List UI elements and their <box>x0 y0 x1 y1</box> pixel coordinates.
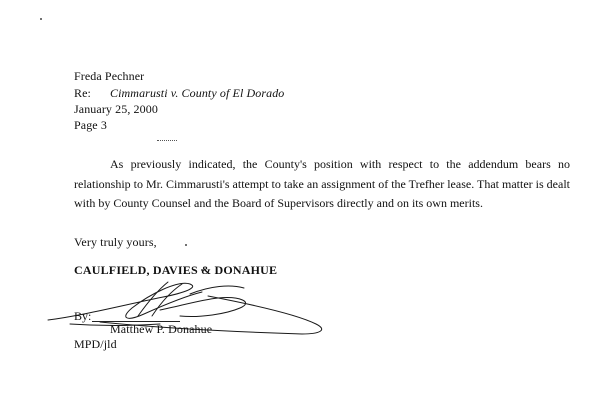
scan-dash-mark <box>157 140 177 142</box>
body-text: As previously indicated, the County's position with respect to the addendum bears no relationship to Mr. Cimmarusti's attempt to take an assignment of the Trefher lease. That matter is dealt with by County Counsel and the Board of Supervisors directly and on its own merits. <box>74 157 570 210</box>
closing: Very truly yours, <box>74 235 157 249</box>
re-subject: Cimmarusti v. County of El Dorado <box>110 86 285 100</box>
typist-initials: MPD/jld <box>74 337 117 351</box>
by-label: By: <box>74 309 92 323</box>
scan-speck <box>185 244 187 246</box>
recipient-name: Freda Pechner <box>74 69 145 83</box>
firm-name: CAULFIELD, DAVIES & DONAHUE <box>74 263 278 277</box>
signer-name: Matthew P. Donahue <box>110 322 213 336</box>
letter-date: January 25, 2000 <box>74 102 158 116</box>
scan-speck <box>40 18 42 20</box>
page-number: Page 3 <box>74 118 107 132</box>
body-paragraph <box>74 155 570 214</box>
re-label: Re: <box>74 86 91 100</box>
